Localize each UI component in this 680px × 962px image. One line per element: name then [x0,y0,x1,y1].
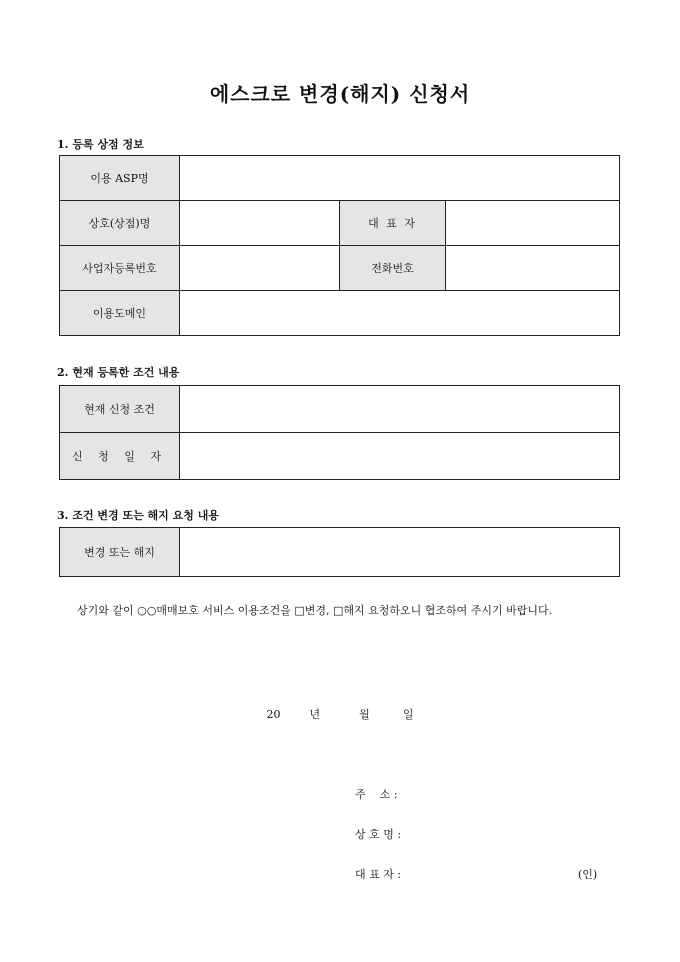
phone-field[interactable] [446,246,620,291]
request-statement: 상기와 같이 ○○매매보호 서비스 이용조건을 □변경, □해지 요청하오니 협조하여 주시기 바랍니다. [77,604,553,617]
date-line [0,706,680,722]
domain-field[interactable] [180,291,620,336]
ceo-label: 대 표 자 [340,201,446,246]
address-label: 주 소 : [355,788,398,801]
table-row [60,201,620,246]
asp-name-label: 이용 ASP명 [60,156,180,201]
page-title: 에스크로 변경(해지) 신청서 [209,82,471,106]
month-unit: 월 [359,708,370,721]
change-request-table [59,527,620,577]
table-row [60,433,620,480]
table-row [60,386,620,433]
year-prefix: 20 [266,708,281,721]
table-row [60,246,620,291]
table-row [60,156,620,201]
business-number-field[interactable] [180,246,340,291]
section-2-heading: 2. 현재 등록한 조건 내용 [57,366,180,379]
shop-name-field[interactable] [180,201,340,246]
phone-label: 전화번호 [340,246,446,291]
section-3-heading: 3. 조건 변경 또는 해지 요청 내용 [57,509,219,522]
business-number-label: 사업자등록번호 [60,246,180,291]
table-row [60,528,620,577]
section-1-heading: 1. 등록 상점 정보 [57,138,144,151]
representative-label: 대 표 자 : [355,868,402,881]
shop-name-label: 상호(상점)명 [60,201,180,246]
application-date-label: 신 청 일 자 [60,433,180,480]
table-row [60,291,620,336]
asp-name-field[interactable] [180,156,620,201]
shop-info-table [59,155,620,336]
current-condition-field[interactable] [180,386,620,433]
company-name-label: 상 호 명 : [355,828,402,841]
current-conditions-table [59,385,620,480]
application-date-field[interactable] [180,433,620,480]
current-condition-label: 현재 신청 조건 [60,386,180,433]
year-unit: 년 [309,708,321,721]
ceo-field[interactable] [446,201,620,246]
seal-mark: (인) [578,868,598,881]
day-unit: 일 [402,708,414,721]
domain-label: 이용도메인 [60,291,180,336]
change-or-cancel-field[interactable] [180,528,620,577]
change-or-cancel-label: 변경 또는 해지 [60,528,180,577]
